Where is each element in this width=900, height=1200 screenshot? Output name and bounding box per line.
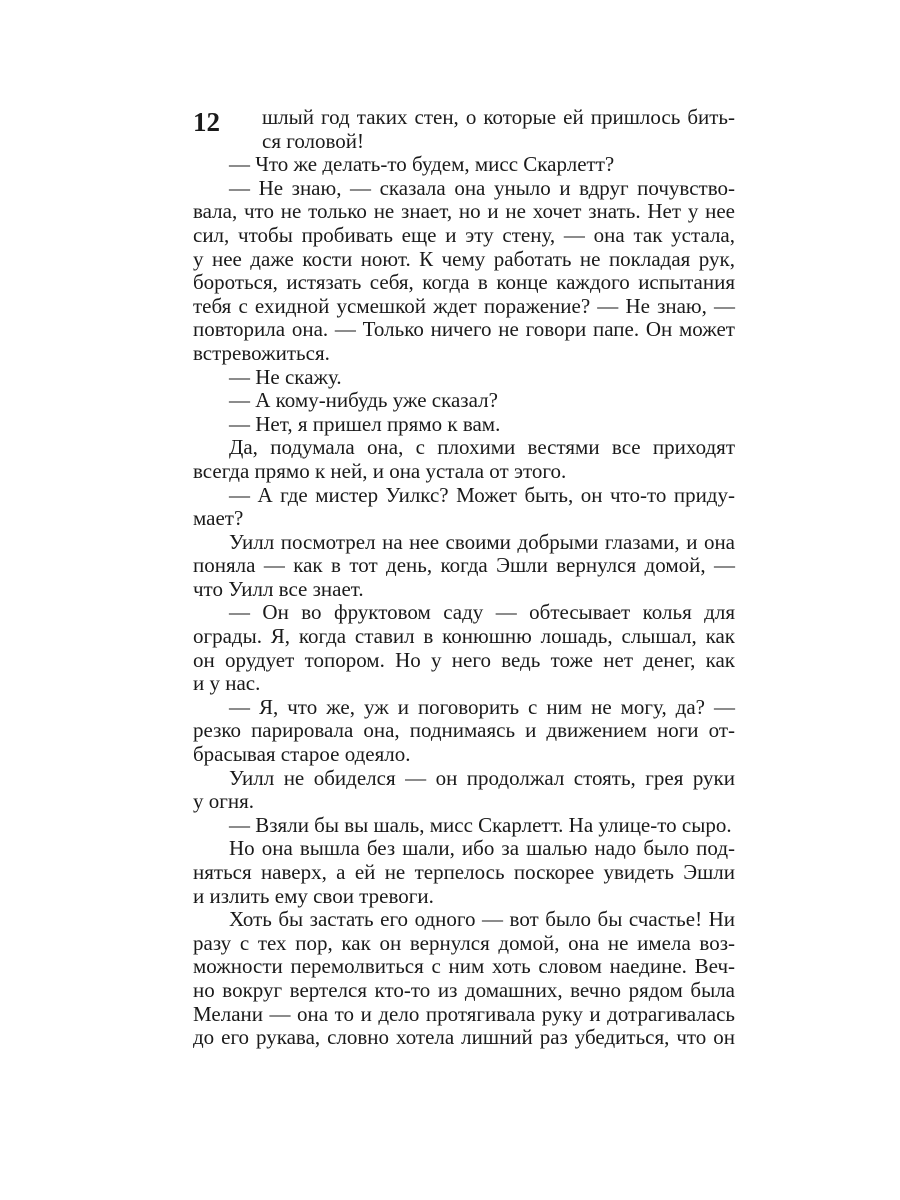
text-line: брасывая старое одеяло.: [193, 742, 411, 767]
text-line: тебя с ехидной усмешкой ждет поражение? — Не знаю, —: [193, 293, 735, 318]
text-line: Да, подумала она, с плохими вестями все приходят: [229, 435, 735, 460]
text-line: у огня.: [193, 789, 255, 814]
text-line: резко парировала она, поднимаясь и движением ноги от-: [193, 718, 735, 743]
text-line: — Взяли бы вы шаль, мисс Скарлетт. На улице-то сыро.: [229, 812, 732, 837]
text-line: поняла — как в тот день, когда Эшли вернулся домой, —: [193, 553, 735, 578]
text-line: до его рукава, словно хотела лишний раз убедиться, что он: [193, 1025, 735, 1050]
text-line: повторила она. — Только ничего не говори папе. Он может: [193, 317, 735, 342]
text-line: мает?: [193, 506, 244, 531]
text-line: всегда прямо к ней, и она устала от этого.: [193, 458, 567, 483]
text-line: ограды. Я, когда ставил в конюшню лошадь, слышал, как: [193, 624, 735, 649]
text-line: Хоть бы застать его одного — вот было бы счастье! Ни: [229, 907, 735, 932]
text-line: он орудует топором. Но у него ведь тоже нет денег, как: [193, 647, 735, 672]
text-line: Но она вышла без шали, ибо за шалью надо было под-: [229, 836, 735, 861]
text-line: — Я, что же, уж и поговорить с ним не могу, да? —: [229, 694, 735, 719]
text-line: Мелани — она то и дело протягивала руку и дотрагивалась: [193, 1001, 735, 1026]
text-line: сил, чтобы пробивать еще и эту стену, — она так устала,: [193, 222, 735, 247]
text-line: вала, что не только не знает, но и не хочет знать. Нет у нее: [193, 199, 735, 224]
text-line: Уилл посмотрел на нее своими добрыми глазами, и она: [229, 529, 735, 554]
text-line: — Что же делать-то будем, мисс Скарлетт?: [229, 152, 615, 177]
text-line: у нее даже кости ноют. К чему работать не покладая рук,: [193, 246, 735, 271]
text-line: — Нет, я пришел прямо к вам.: [229, 411, 501, 436]
text-line: шлый год таких стен, о которые ей пришлось бить-: [262, 105, 735, 129]
text-line: разу с тех пор, как он вернулся домой, она не имела воз-: [193, 930, 735, 955]
text-line: и излить ему свои тревоги.: [193, 883, 434, 908]
text-line: но вокруг вертелся кто-то из домашних, вечно рядом была: [193, 977, 735, 1002]
text-line: — Не знаю, — сказала она уныло и вдруг почувство-: [229, 175, 735, 200]
text-line: ся головой!: [262, 128, 365, 153]
text-line: — А кому-нибудь уже сказал?: [229, 388, 498, 413]
text-line: — Он во фруктовом саду — обтесывает колья для: [229, 600, 735, 625]
text-line: — Не скажу.: [229, 364, 342, 389]
text-line: что Уилл все знает.: [193, 576, 364, 601]
page-number: 12: [193, 107, 220, 137]
text-line: и у нас.: [193, 671, 261, 696]
text-line: можности перемолвиться с ним хоть словом наедине. Веч-: [193, 954, 735, 979]
text-line: бороться, истязать себя, когда в конце каждого испытания: [193, 270, 735, 295]
text-line: няться наверх, а ей не терпелось поскорее увидеть Эшли: [193, 860, 735, 884]
text-line: — А где мистер Уилкс? Может быть, он что-то приду-: [229, 482, 735, 507]
text-line: Уилл не обиделся — он продолжал стоять, грея руки: [229, 765, 735, 790]
text-line: встревожиться.: [193, 340, 330, 365]
body-text: [193, 106, 735, 1050]
